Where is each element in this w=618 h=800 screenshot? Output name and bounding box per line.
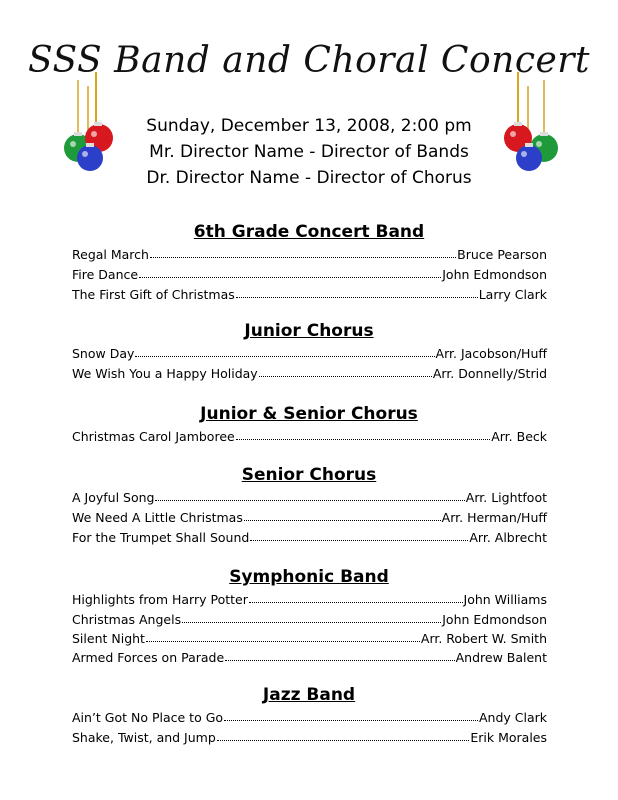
section-heading: Symphonic Band <box>229 567 389 587</box>
piece-composer: Arr. Jacobson/Huff <box>435 346 547 361</box>
piece-composer: John Edmondson <box>442 612 547 627</box>
piece-title: A Joyful Song <box>72 490 155 505</box>
program-item <box>72 363 547 381</box>
section-heading: 6th Grade Concert Band <box>193 222 425 242</box>
program-item <box>72 727 547 745</box>
piece-title: The First Gift of Christmas <box>72 287 235 302</box>
program-item <box>72 426 547 444</box>
program-item <box>72 244 547 262</box>
concert-title: SSS Band and Choral Concert <box>28 40 590 81</box>
program-item <box>72 343 547 361</box>
piece-title: We Wish You a Happy Holiday <box>72 366 258 381</box>
program-item <box>72 284 547 302</box>
piece-composer: Arr. Albrecht <box>469 530 547 545</box>
piece-title: We Need A Little Christmas <box>72 510 243 525</box>
piece-title: Shake, Twist, and Jump <box>72 730 216 745</box>
piece-composer: Arr. Donnelly/Strid <box>432 366 547 381</box>
program-item <box>72 628 547 646</box>
program-item <box>72 527 547 545</box>
concert-date: Sunday, December 13, 2008, 2:00 pm <box>146 116 472 136</box>
piece-title: Christmas Carol Jamboree <box>72 429 235 444</box>
piece-title: Regal March <box>72 247 149 262</box>
piece-composer: Andrew Balent <box>455 650 547 665</box>
piece-composer: Arr. Robert W. Smith <box>420 631 547 646</box>
program-item <box>72 647 547 665</box>
piece-title: Highlights from Harry Potter <box>72 592 248 607</box>
section-heading: Jazz Band <box>262 685 356 705</box>
piece-composer: Andy Clark <box>478 710 547 725</box>
program-item <box>72 507 547 525</box>
piece-title: Silent Night <box>72 631 145 646</box>
piece-composer: John Williams <box>463 592 547 607</box>
program-item <box>72 589 547 607</box>
program-item <box>72 707 547 725</box>
piece-title: Ain’t Got No Place to Go <box>72 710 224 725</box>
section-heading: Junior Chorus <box>244 321 374 341</box>
piece-composer: Bruce Pearson <box>457 247 547 262</box>
band-director: Mr. Director Name - Director of Bands <box>149 142 469 162</box>
section-heading: Junior & Senior Chorus <box>200 404 418 424</box>
program-item <box>72 264 547 282</box>
piece-composer: Arr. Beck <box>491 429 547 444</box>
program-item <box>72 609 547 627</box>
piece-title: Fire Dance <box>72 267 139 282</box>
piece-composer: Larry Clark <box>478 287 547 302</box>
piece-composer: Arr. Lightfoot <box>465 490 547 505</box>
piece-composer: Arr. Herman/Huff <box>441 510 547 525</box>
program-item <box>72 487 547 505</box>
piece-title: Armed Forces on Parade <box>72 650 225 665</box>
piece-title: Christmas Angels <box>72 612 182 627</box>
piece-title: For the Trumpet Shall Sound <box>72 530 250 545</box>
section-heading: Senior Chorus <box>241 465 377 485</box>
chorus-director: Dr. Director Name - Director of Chorus <box>146 168 472 188</box>
piece-composer: John Edmondson <box>442 267 547 282</box>
piece-title: Snow Day <box>72 346 135 361</box>
piece-composer: Erik Morales <box>470 730 547 745</box>
